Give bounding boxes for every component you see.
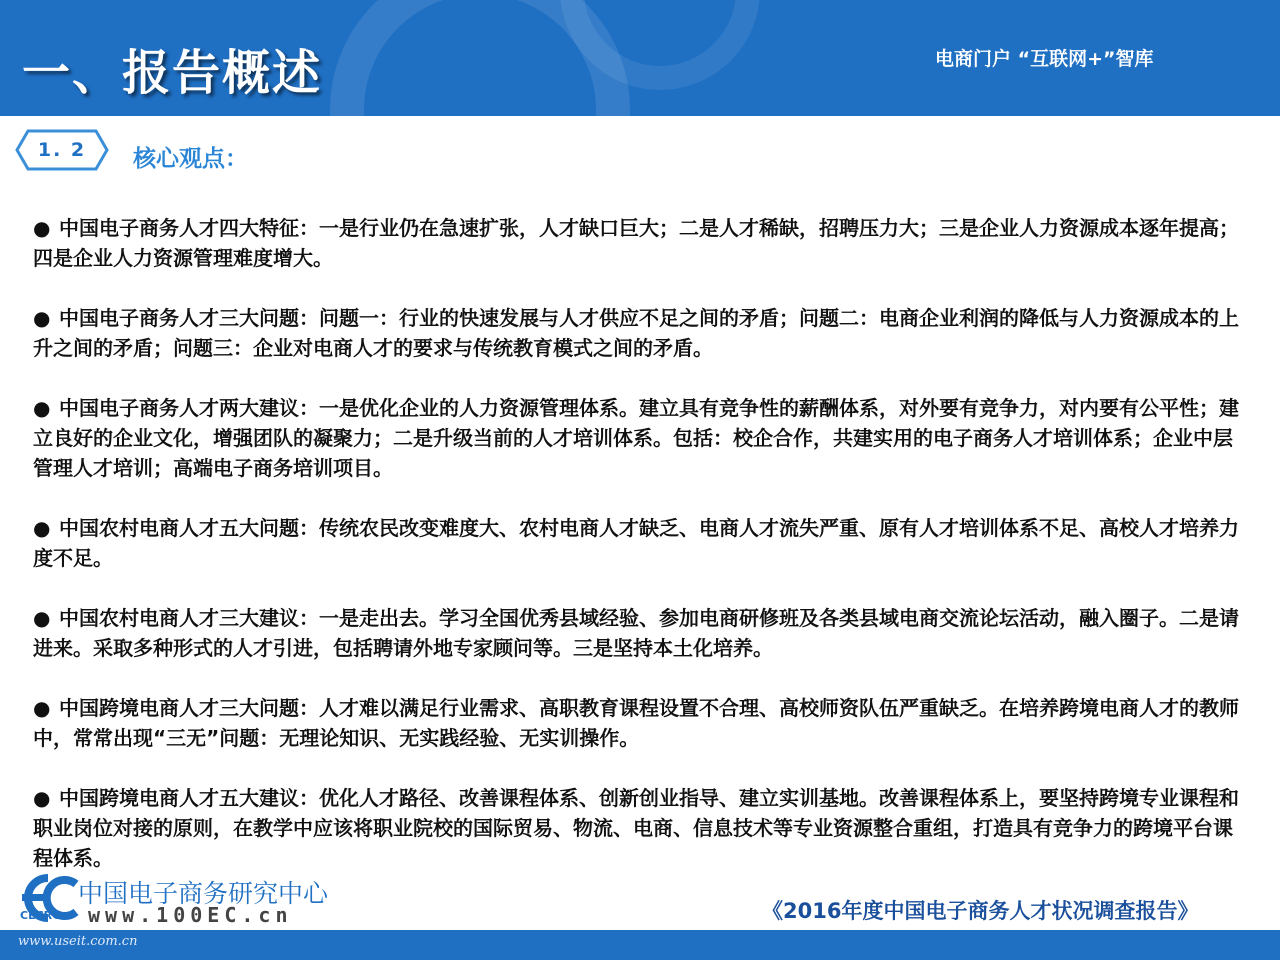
page-title: 一、报告概述	[22, 45, 323, 101]
bullet-icon: ●	[33, 306, 51, 330]
org-website: www.100EC.cn	[88, 903, 293, 927]
key-point-text: 一是走出去。学习全国优秀县域经验、参加电商研修班及各类县域电商交流论坛活动，融入圈子。二是请进来。采取多种形式的人才引进，包括聘请外地专家顾问等。三是坚持本土化培养。	[33, 606, 1239, 660]
key-point	[33, 393, 1245, 483]
bullet-icon: ●	[33, 396, 51, 420]
key-point-label: 中国跨境电商人才五大建议：	[59, 786, 319, 810]
key-point	[33, 783, 1245, 873]
key-point-text: 人才难以满足行业需求、高职教育课程设置不合理、高校师资队伍严重缺乏。在培养跨境电商人才的教师中，常常出现“三无”问题：无理论知识、无实践经验、无实训操作。	[33, 696, 1239, 750]
key-point-label: 中国电子商务人才两大建议：	[59, 396, 319, 420]
bullet-icon: ●	[33, 696, 51, 720]
header-tagline: 电商门户 “互联网+”智库	[935, 48, 1154, 70]
key-point-text: 一是行业仍在急速扩张，人才缺口巨大；二是人才稀缺，招聘压力大；三是企业人力资源成本逐年提高；四是企业人力资源管理难度增大。	[33, 216, 1239, 270]
key-point-label: 中国电子商务人才三大问题：	[59, 306, 319, 330]
key-point	[33, 693, 1245, 753]
key-point-label: 中国电子商务人才四大特征：	[59, 216, 319, 240]
key-point	[33, 513, 1245, 573]
bullet-icon: ●	[33, 606, 51, 630]
key-point-text: 问题一：行业的快速发展与人才供应不足之间的矛盾；问题二：电商企业利润的降低与人力资源成本的上升之间的矛盾；问题三：企业对电商人才的要求与传统教育模式之间的矛盾。	[33, 306, 1239, 360]
key-point-text: 传统农民改变难度大、农村电商人才缺乏、电商人才流失严重、原有人才培训体系不足、高校人才培养力度不足。	[33, 516, 1239, 570]
org-name: 中国电子商务研究中心	[78, 879, 329, 908]
org-abbreviation: CECRC	[20, 909, 61, 922]
key-point	[33, 303, 1245, 363]
key-points-list	[33, 213, 1245, 903]
bullet-icon: ●	[33, 786, 51, 810]
key-point	[33, 603, 1245, 663]
key-point-label: 中国农村电商人才三大建议：	[59, 606, 319, 630]
key-point-label: 中国跨境电商人才三大问题：	[59, 696, 319, 720]
key-point-text: 一是优化企业的人力资源管理体系。建立具有竞争性的薪酬体系，对外要有竞争力，对内要有公平性；建立良好的企业文化，增强团队的凝聚力；二是升级当前的人才培训体系。包括：校企合作，共建实用的电子商务人才培训体系；企业中层管理人才培训；高端电子商务培训项目。	[33, 396, 1239, 480]
section-number: 1. 2	[37, 139, 87, 161]
report-title: 《2016年度中国电子商务人才状况调查报告》	[762, 899, 1199, 923]
key-point-text: 优化人才路径、改善课程体系、创新创业指导、建立实训基地。改善课程体系上，要坚持跨境专业课程和职业岗位对接的原则，在教学中应该将职业院校的国际贸易、物流、电商、信息技术等专业资源整合重组，打造具有竞争力的跨境平台课程体系。	[33, 786, 1239, 870]
key-point-label: 中国农村电商人才五大问题：	[59, 516, 319, 540]
watermark: www.useit.com.cn	[18, 934, 138, 949]
section-title: 核心观点：	[133, 146, 248, 172]
footer-bar	[0, 930, 1280, 960]
header-banner	[0, 0, 1280, 116]
bullet-icon: ●	[33, 216, 51, 240]
key-point	[33, 213, 1245, 273]
bullet-icon: ●	[33, 516, 51, 540]
